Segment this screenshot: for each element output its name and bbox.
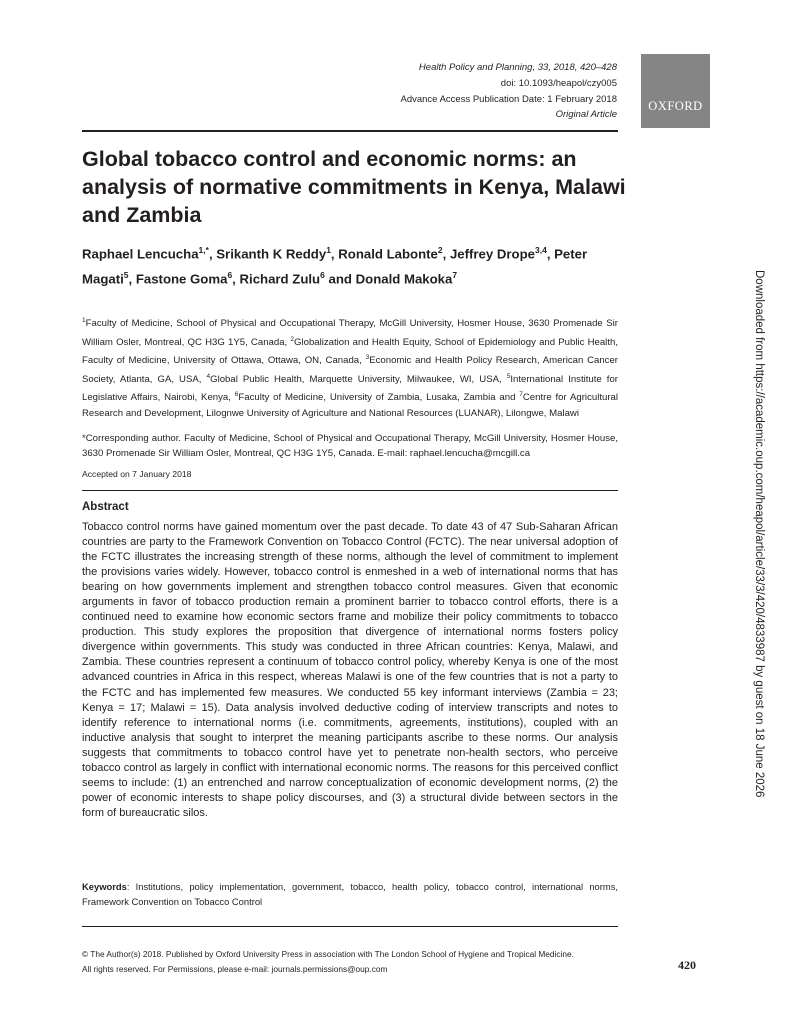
author-name: Peter Magati <box>82 246 588 287</box>
affiliation-marker: 2 <box>290 335 295 343</box>
doi[interactable]: doi: 10.1093/heapol/czy005 <box>500 77 617 89</box>
author-separator: and <box>324 271 356 287</box>
header-rule <box>82 130 618 132</box>
author-separator: , <box>232 271 240 287</box>
oxford-logo <box>641 54 710 128</box>
author-affiliation-marker: 6 <box>320 269 325 280</box>
affiliation-text: Economic and Health Policy Research, American Cancer Society, Atlanta, GA, USA, <box>82 355 619 385</box>
author-separator: , <box>330 246 339 262</box>
author-name: Fastone Goma <box>135 271 228 287</box>
affiliation-marker: 1 <box>82 317 86 324</box>
author-affiliation-marker: 7 <box>452 269 458 280</box>
author-separator: , <box>546 246 555 262</box>
affiliation-text: Faculty of Medicine, School of Physical and Occupational Therapy, McGill University, Hosmer House, 3630 Promenade Sir William Osler, Montreal, QC H3G 1Y5, Canada, <box>82 318 618 348</box>
advance-access-date: Advance Access Publication Date: 1 February 2018 <box>400 93 617 105</box>
affiliation-marker: 4 <box>206 372 211 380</box>
affiliation-marker: 7 <box>519 391 523 399</box>
journal-meta <box>400 60 617 123</box>
permissions-line: All rights reserved. For Permissions, please e-mail: journals.permissions@oup.com <box>82 964 388 974</box>
corresponding-author: *Corresponding author. Faculty of Medicine, School of Physical and Occupational Therapy, McGill University, Hosmer House, 3630 Promenade Sir William Osler, Montreal, QC H3G 1Y5, Canada. E-mail: raphael.lencucha@mcgill.ca <box>82 433 618 460</box>
author-name: Srikanth K Reddy <box>216 246 327 262</box>
author-name: Ronald Labonte <box>338 246 438 262</box>
affiliation-marker: 5 <box>506 372 511 380</box>
author-affiliation-marker: 5 <box>123 269 129 280</box>
author-affiliation-marker: 6 <box>227 269 233 280</box>
author-name: Jeffrey Drope <box>449 246 535 262</box>
journal-citation: Health Policy and Planning, 33, 2018, 420–428 <box>418 62 617 73</box>
author-name: Donald Makoka <box>355 271 453 287</box>
affiliation-text: Faculty of Medicine, University of Zambia, Lusaka, Zambia and <box>238 392 520 404</box>
affiliation-marker: 3 <box>365 354 370 362</box>
page-number: 420 <box>678 958 696 972</box>
author-affiliation-marker: 1 <box>326 245 331 255</box>
accepted-date: Accepted on 7 January 2018 <box>82 469 192 479</box>
affiliation-marker: 6 <box>234 391 239 399</box>
footer-rule <box>82 926 618 927</box>
oxford-logo-text: OXFORD <box>648 99 703 113</box>
keywords <box>82 880 618 909</box>
affiliation-text: International Institute for Legislative Affairs, Nairobi, Kenya, <box>82 373 618 404</box>
affiliation-text: Centre for Agricultural Research and Development, Lilognwe University of Agriculture and National Resources (LUANAR), Lilongwe, Malawi <box>82 392 618 419</box>
section-rule <box>82 490 618 491</box>
affiliations <box>82 313 618 421</box>
abstract-heading: Abstract <box>82 501 129 513</box>
copyright-line: © The Author(s) 2018. Published by Oxford University Press in association with The London School of Hygiene and Tropical Medicine. <box>82 949 574 959</box>
affiliation-text: Globalization and Health Equity, School of Epidemiology and Public Health, Faculty of Medicine, University of Ottawa, Ottawa, ON, Canada, <box>82 336 618 367</box>
author-name: Raphael Lencucha <box>82 246 199 262</box>
keywords-list: : Institutions, policy implementation, government, tobacco, health policy, tobacco control, international norms, Framework Convention on Tobacco Control <box>82 881 618 907</box>
abstract-body: Tobacco control norms have gained momentum over the past decade. To date 43 of 47 Sub-Saharan African countries are party to the Framework Convention on Tobacco Control (FCTC). The near universal adoption of the FCTC illustrates the increasing strength of these norms, although the level of commitment to implement the provisions varies widely. However, tobacco control is enmeshed in a web of international norms that has bearing on how governments implement and strengthen tobacco control measures. Given that economic arguments in favor of tobacco production remain a prominent barrier to tobacco control efforts, there is a continued need to examine how economic sectors frame and mobilize their policy commitments to tobacco production. This study explores the proposition that divergence of international norms fosters policy divergence within governments. This study was conducted in three African countries: Kenya, Malawi, and Zambia. These countries represent a continuum of tobacco control policy, whereby Kenya is one of the most advanced countries in Africa in this respect, whereas Malawi is one of the few countries that is not a party to the FCTC and has implemented few measures. We conducted 55 key informant interviews (Zambia = 23; Kenya = 17; Malawi = 15). Data analysis involved deductive coding of interview transcripts and notes to identify reference to international norms (i.e. commitments, agreements, institutions), coupled with an inductive analysis that sought to interpret the meaning participants ascribe to these norms. Our analysis suggests that commitments to tobacco control have yet to penetrate non-health sectors, who perceive tobacco control as largely in conflict with international economic norms. The reasons for this perceived conflict seems to include: (1) an entrenched and narrow conceptualization of economic development norms, (2) the power of economic interests to shape policy discourses, and (3) a structural divide between sectors in the form of bureaucratic silos. <box>82 521 618 819</box>
author-affiliation-marker: 3,4 <box>534 245 547 255</box>
affiliation-text: Global Public Health, Marquette University, Milwaukee, WI, USA, <box>210 373 507 385</box>
author-affiliation-marker: 1,* <box>198 245 209 255</box>
author-affiliation-marker: 2 <box>437 245 443 255</box>
author-separator: , <box>442 246 450 262</box>
author-list <box>82 240 627 290</box>
author-name: Richard Zulu <box>239 271 321 287</box>
footer-copyright-block <box>82 947 602 977</box>
download-watermark: Downloaded from https://academic.oup.com/heapol/article/33/3/420/4833987 by guest on 18 June 2026 <box>753 270 765 798</box>
article-title: Global tobacco control and economic norms: an analysis of normative commitments in Kenya, Malawi and Zambia <box>82 147 626 227</box>
author-separator: , <box>208 246 217 262</box>
article-type: Original Article <box>555 109 617 121</box>
keywords-label: Keywords <box>82 881 127 892</box>
author-separator: , <box>128 271 136 287</box>
